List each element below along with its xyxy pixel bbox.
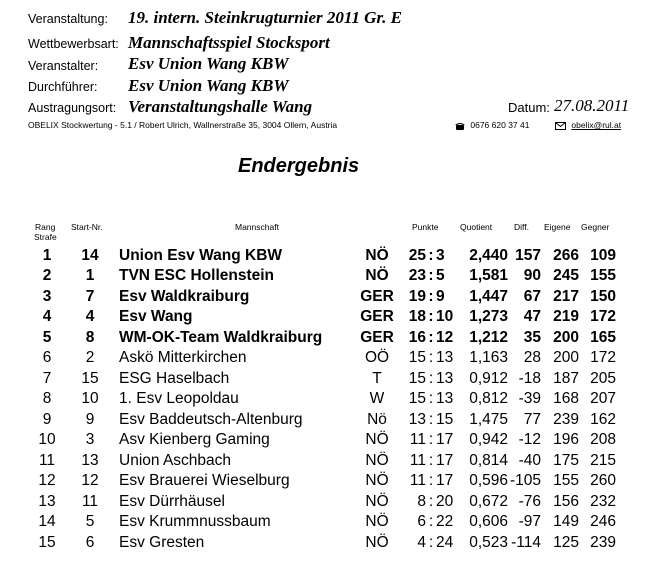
value-durchfuehrer: Esv Union Wang KBW	[128, 76, 289, 95]
diff-cell: -114	[511, 534, 541, 551]
col-rang: Rang	[35, 222, 56, 232]
diff-cell: -18	[518, 370, 541, 387]
quotient-cell: 0,596	[469, 472, 508, 489]
opponent-cell: 260	[590, 472, 616, 489]
points-won-cell: 25	[408, 247, 426, 264]
table-row	[0, 349, 650, 369]
start-cell: 14	[81, 247, 99, 264]
table-row	[0, 308, 650, 328]
team-cell: Union Aschbach	[119, 452, 232, 469]
quotient-cell: 1,273	[469, 308, 508, 325]
points-lost-cell: 10	[436, 308, 454, 325]
points-separator: :	[428, 431, 434, 448]
quotient-cell: 1,212	[469, 329, 508, 346]
team-cell: Esv Wang	[119, 308, 193, 325]
rang-cell: 8	[42, 390, 52, 407]
points-separator: :	[428, 247, 434, 264]
nation-cell: OÖ	[364, 349, 390, 366]
col-diff: Diff.	[514, 222, 529, 232]
label-veranstaltung: Veranstaltung:	[28, 12, 108, 26]
phone-number: 0676 620 37 41	[470, 120, 530, 130]
diff-cell: 47	[523, 308, 541, 325]
rang-cell: 13	[38, 493, 56, 510]
start-cell: 8	[85, 329, 95, 346]
diff-cell: -40	[518, 452, 541, 469]
points-won-cell: 13	[408, 411, 426, 428]
own-cell: 200	[553, 329, 579, 346]
rang-cell: 1	[42, 247, 52, 264]
team-cell: 1. Esv Leopoldau	[119, 390, 239, 407]
start-cell: 15	[81, 370, 99, 387]
value-austragungsort: Veranstaltungshalle Wang	[128, 97, 313, 116]
points-won-cell: 15	[408, 390, 426, 407]
points-separator: :	[428, 390, 434, 407]
team-cell: Esv Brauerei Wieselburg	[119, 472, 290, 489]
points-separator: :	[428, 513, 434, 530]
nation-cell: NÖ	[365, 513, 389, 530]
points-lost-cell: 15	[436, 411, 454, 428]
points-separator: :	[428, 308, 434, 325]
points-won-cell: 19	[408, 288, 426, 305]
table-row	[0, 411, 650, 431]
company-info: OBELIX Stockwertung - 5.1 / Robert Ulrich, Wallnerstraße 35, 3004 Ollern, Austria	[28, 120, 338, 130]
points-won-cell: 18	[408, 308, 426, 325]
email-address[interactable]: obelix@rul.at	[571, 120, 622, 130]
diff-cell: 157	[515, 247, 541, 264]
value-wettbewerbsart: Mannschaftsspiel Stocksport	[128, 33, 330, 52]
points-lost-cell: 13	[436, 370, 454, 387]
diff-cell: 35	[523, 329, 541, 346]
date-label: Datum:	[508, 100, 550, 115]
table-row	[0, 390, 650, 410]
table-row	[0, 267, 650, 287]
points-won-cell: 23	[408, 267, 426, 284]
label-austragungsort: Austragungsort:	[28, 101, 117, 115]
points-won-cell: 15	[408, 349, 426, 366]
label-wettbewerbsart: Wettbewerbsart:	[28, 37, 119, 51]
team-cell: WM-OK-Team Waldkraiburg	[119, 329, 323, 346]
own-cell: 266	[553, 247, 579, 264]
opponent-cell: 232	[590, 493, 616, 510]
points-won-cell: 11	[409, 452, 426, 469]
points-lost-cell: 9	[436, 288, 445, 305]
rang-cell: 6	[42, 349, 52, 366]
quotient-cell: 2,440	[469, 247, 508, 264]
quotient-cell: 1,447	[469, 288, 508, 305]
table-row	[0, 472, 650, 492]
rang-cell: 7	[42, 370, 52, 387]
points-won-cell: 15	[408, 370, 426, 387]
points-separator: :	[428, 370, 434, 387]
points-separator: :	[428, 349, 434, 366]
points-lost-cell: 22	[436, 513, 454, 530]
own-cell: 125	[553, 534, 579, 551]
points-separator: :	[428, 452, 434, 469]
table-row	[0, 329, 650, 349]
points-lost-cell: 17	[436, 431, 454, 448]
points-lost-cell: 13	[436, 349, 454, 366]
team-cell: Esv Waldkraiburg	[119, 288, 250, 305]
page-title: Endergebnis	[238, 155, 360, 177]
quotient-cell: 0,912	[469, 370, 508, 387]
team-cell: ESG Haselbach	[119, 370, 230, 387]
points-lost-cell: 12	[436, 329, 454, 346]
date-value: 27.08.2011	[554, 96, 630, 115]
points-separator: :	[428, 493, 434, 510]
diff-cell: 90	[523, 267, 541, 284]
opponent-cell: 109	[590, 247, 616, 264]
team-cell: Union Esv Wang KBW	[119, 247, 283, 264]
quotient-cell: 0,814	[469, 452, 508, 469]
own-cell: 168	[553, 390, 579, 407]
own-cell: 175	[553, 452, 579, 469]
team-cell: Askö Mitterkirchen	[119, 349, 247, 366]
diff-cell: -12	[518, 431, 541, 448]
quotient-cell: 1,163	[469, 349, 508, 366]
points-lost-cell: 3	[436, 247, 445, 264]
opponent-cell: 246	[590, 513, 616, 530]
opponent-cell: 150	[590, 288, 616, 305]
start-cell: 9	[85, 411, 95, 428]
envelope-icon	[555, 122, 566, 130]
quotient-cell: 0,942	[469, 431, 508, 448]
start-cell: 4	[85, 308, 95, 325]
start-cell: 5	[85, 513, 95, 530]
nation-cell: NÖ	[365, 431, 389, 448]
own-cell: 187	[553, 370, 579, 387]
rang-cell: 12	[38, 472, 56, 489]
label-veranstalter: Veranstalter:	[28, 59, 99, 73]
rang-cell: 4	[42, 308, 52, 325]
diff-cell: 67	[523, 288, 541, 305]
col-gegner: Gegner	[581, 222, 610, 232]
points-won-cell: 16	[408, 329, 426, 346]
quotient-cell: 1,581	[469, 267, 508, 284]
start-cell: 12	[81, 472, 99, 489]
own-cell: 239	[553, 411, 579, 428]
start-cell: 13	[81, 452, 99, 469]
points-lost-cell: 17	[436, 452, 454, 469]
opponent-cell: 155	[590, 267, 616, 284]
points-separator: :	[428, 329, 434, 346]
table-row	[0, 370, 650, 390]
points-won-cell: 4	[417, 534, 426, 551]
start-cell: 7	[85, 288, 95, 305]
start-cell: 1	[85, 267, 95, 284]
own-cell: 149	[553, 513, 579, 530]
quotient-cell: 0,812	[469, 390, 508, 407]
nation-cell: NÖ	[365, 493, 389, 510]
col-team: Mannschaft	[235, 222, 279, 232]
quotient-cell: 0,672	[469, 493, 508, 510]
team-cell: Asv Kienberg Gaming	[119, 431, 270, 448]
points-separator: :	[428, 267, 434, 284]
label-durchfuehrer: Durchführer:	[28, 80, 98, 94]
col-strafe: Strafe	[34, 232, 57, 242]
points-lost-cell: 5	[436, 267, 445, 284]
nation-cell: GER	[360, 329, 394, 346]
diff-cell: 28	[523, 349, 541, 366]
quotient-cell: 1,475	[469, 411, 508, 428]
points-lost-cell: 17	[436, 472, 454, 489]
own-cell: 217	[553, 288, 579, 305]
col-quotient: Quotient	[460, 222, 493, 232]
nation-cell: T	[372, 370, 382, 387]
table-row	[0, 493, 650, 513]
opponent-cell: 239	[590, 534, 616, 551]
opponent-cell: 172	[590, 349, 616, 366]
col-start: Start-Nr.	[71, 222, 103, 232]
start-cell: 11	[81, 493, 99, 510]
nation-cell: NÖ	[365, 452, 389, 469]
rang-cell: 3	[42, 288, 52, 305]
opponent-cell: 165	[590, 329, 616, 346]
opponent-cell: 215	[590, 452, 616, 469]
points-lost-cell: 24	[436, 534, 454, 551]
own-cell: 156	[553, 493, 579, 510]
col-eigene: Eigene	[544, 222, 571, 232]
nation-cell: GER	[360, 308, 394, 325]
diff-cell: -97	[518, 513, 541, 530]
points-separator: :	[428, 472, 434, 489]
col-punkte: Punkte	[412, 222, 439, 232]
diff-cell: 77	[523, 411, 541, 428]
table-row	[0, 534, 650, 554]
nation-cell: NÖ	[365, 267, 389, 284]
quotient-cell: 0,606	[469, 513, 508, 530]
opponent-cell: 162	[590, 411, 616, 428]
diff-cell: -39	[518, 390, 541, 407]
nation-cell: GER	[360, 288, 394, 305]
nation-cell: NÖ	[365, 472, 389, 489]
phone-icon	[455, 122, 465, 130]
points-lost-cell: 13	[436, 390, 454, 407]
points-separator: :	[428, 534, 434, 551]
points-separator: :	[428, 411, 434, 428]
own-cell: 196	[553, 431, 579, 448]
rang-cell: 10	[38, 431, 56, 448]
table-row	[0, 431, 650, 451]
email-info	[555, 120, 621, 130]
nation-cell: NÖ	[365, 247, 389, 264]
value-veranstalter: Esv Union Wang KBW	[128, 54, 289, 73]
phone-info	[455, 120, 529, 130]
own-cell: 200	[553, 349, 579, 366]
points-won-cell: 11	[409, 431, 426, 448]
nation-cell: NÖ	[365, 534, 389, 551]
table-row	[0, 452, 650, 472]
opponent-cell: 207	[590, 390, 616, 407]
start-cell: 6	[85, 534, 95, 551]
own-cell: 245	[553, 267, 579, 284]
points-separator: :	[428, 288, 434, 305]
start-cell: 2	[85, 349, 95, 366]
own-cell: 155	[553, 472, 579, 489]
opponent-cell: 172	[590, 308, 616, 325]
diff-cell: -76	[518, 493, 541, 510]
team-cell: TVN ESC Hollenstein	[119, 267, 275, 284]
quotient-cell: 0,523	[469, 534, 508, 551]
rang-cell: 15	[38, 534, 56, 551]
rang-cell: 2	[42, 267, 52, 284]
start-cell: 3	[85, 431, 95, 448]
opponent-cell: 208	[590, 431, 616, 448]
team-cell: Esv Dürrhäusel	[119, 493, 225, 510]
points-won-cell: 8	[417, 493, 426, 510]
rang-cell: 11	[38, 452, 56, 469]
start-cell: 10	[81, 390, 99, 407]
team-cell: Esv Krummnussbaum	[119, 513, 271, 530]
diff-cell: -105	[509, 472, 541, 489]
opponent-cell: 205	[590, 370, 616, 387]
team-cell: Esv Gresten	[119, 534, 205, 551]
nation-cell: W	[369, 390, 385, 407]
rang-cell: 5	[42, 329, 52, 346]
table-row	[0, 513, 650, 533]
value-veranstaltung: 19. intern. Steinkrugturnier 2011 Gr. E	[128, 8, 402, 27]
rang-cell: 14	[38, 513, 56, 530]
points-won-cell: 11	[409, 472, 426, 489]
rang-cell: 9	[42, 411, 52, 428]
table-row	[0, 247, 650, 267]
own-cell: 219	[553, 308, 579, 325]
table-row	[0, 288, 650, 308]
points-lost-cell: 20	[436, 493, 454, 510]
points-won-cell: 6	[417, 513, 426, 530]
nation-cell: Nö	[367, 411, 387, 428]
team-cell: Esv Baddeutsch-Altenburg	[119, 411, 303, 428]
